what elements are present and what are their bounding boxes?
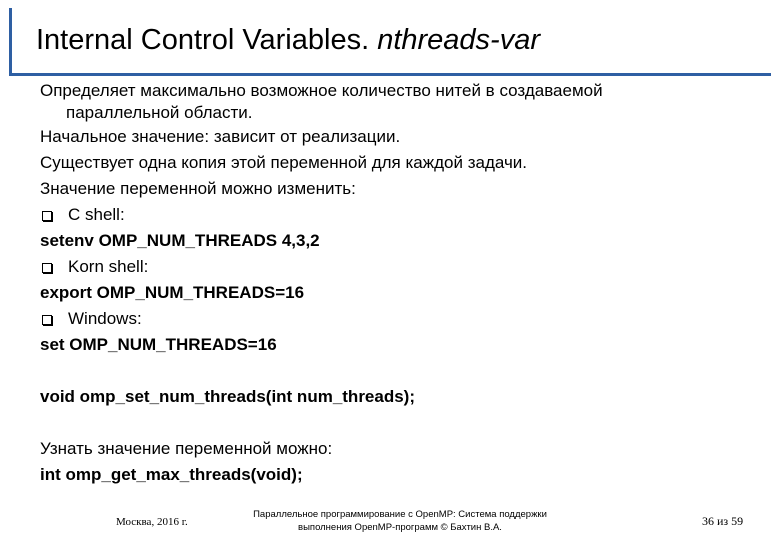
footer-course-info [230, 508, 570, 534]
footer-course-line-1: Параллельное программирование с OpenMP: Система поддержки [253, 509, 547, 520]
description-line-1: Определяет максимально возможное количество нитей в создаваемой [40, 81, 603, 100]
bullet-korn-shell [40, 254, 760, 280]
bullet-c-shell-label: C shell: [68, 205, 125, 224]
bullet-windows-label: Windows: [68, 309, 142, 328]
checkbox-bullet-icon [42, 263, 52, 273]
footer-course-line-2: выполнения OpenMP-программ © Бахтин В.А. [298, 522, 502, 533]
checkbox-bullet-icon [42, 211, 52, 221]
korn-shell-command: export OMP_NUM_THREADS=16 [40, 283, 305, 302]
description-line-2: параллельной области. [66, 103, 253, 122]
footer-page-number: 36 из 59 [702, 514, 744, 528]
changeable-text: Значение переменной можно изменить: [40, 179, 356, 198]
checkbox-bullet-icon [42, 315, 52, 325]
bullet-windows [40, 306, 760, 332]
initial-value-text: Начальное значение: зависит от реализации. [40, 127, 401, 146]
get-value-label: Узнать значение переменной можно: [40, 439, 333, 458]
slide-title [36, 22, 540, 58]
get-function-signature: int omp_get_max_threads(void); [40, 465, 303, 484]
title-accent-bar-horizontal [9, 73, 771, 76]
bullet-c-shell [40, 202, 760, 228]
slide-body [40, 80, 760, 488]
spacer [40, 358, 760, 384]
windows-command: set OMP_NUM_THREADS=16 [40, 335, 277, 354]
title-accent-bar-vertical [9, 8, 12, 76]
set-function-signature: void omp_set_num_threads(int num_threads); [40, 387, 416, 406]
c-shell-command: setenv OMP_NUM_THREADS 4,3,2 [40, 231, 320, 250]
slide-title-main: Internal Control Variables. [36, 24, 378, 56]
bullet-korn-shell-label: Korn shell: [68, 257, 149, 276]
spacer [40, 410, 760, 436]
copy-per-task-text: Существует одна копия этой переменной для каждой задачи. [40, 153, 528, 172]
slide-title-italic: nthreads-var [377, 24, 541, 56]
footer-location-date: Москва, 2016 г. [116, 516, 188, 528]
